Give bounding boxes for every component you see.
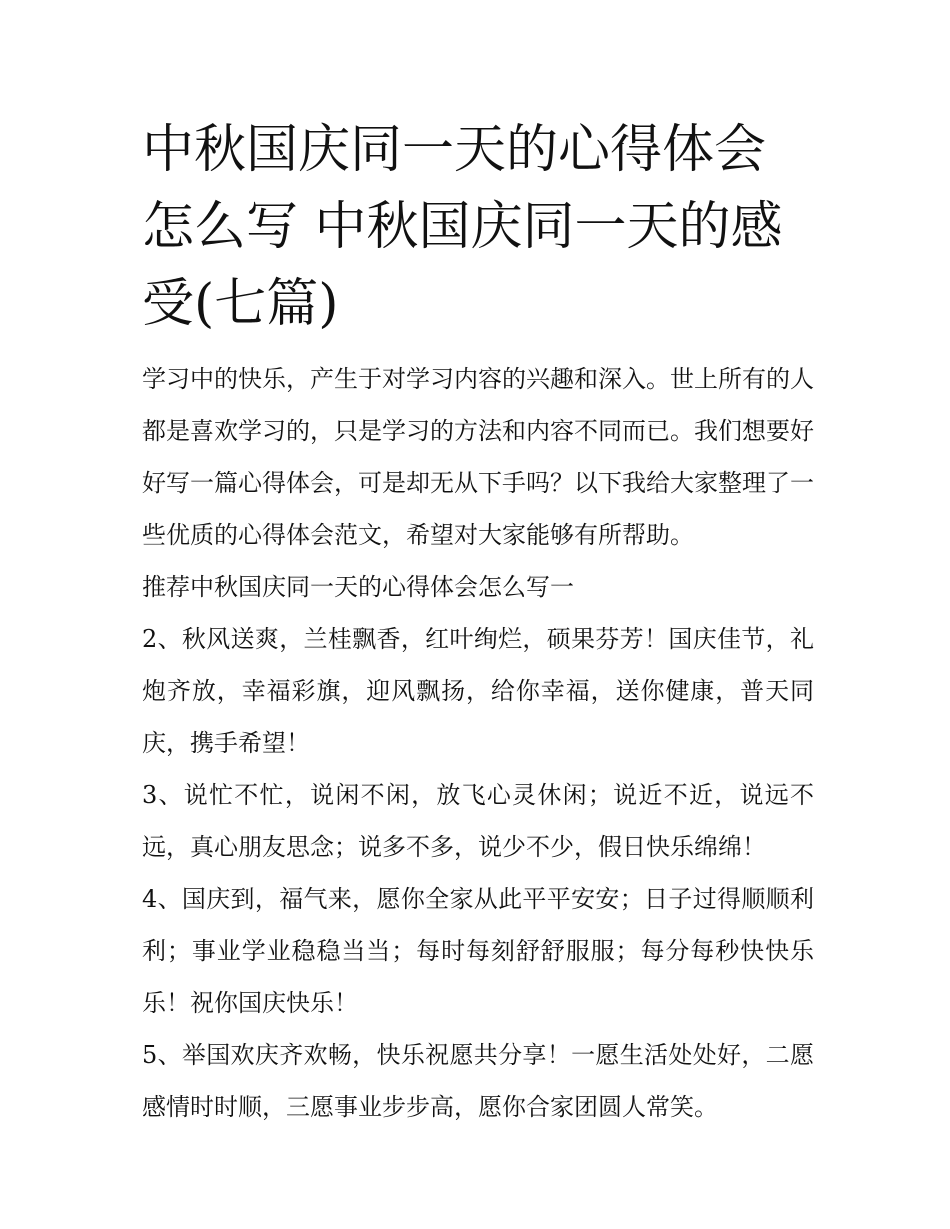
list-item: 2、秋风送爽，兰桂飘香，红叶绚烂，硕果芬芳！国庆佳节，礼炮齐放，幸福彩旗，迎风飘扬，给你幸福，送你健康，普天同庆，携手希望！ <box>142 625 814 757</box>
section-heading: 推荐中秋国庆同一天的心得体会怎么写一 <box>142 573 574 601</box>
list-item: 3、说忙不忙，说闲不闲，放飞心灵休闲；说近不近，说远不远，真心朋友思念；说多不多，说少不少，假日快乐绵绵！ <box>142 781 814 861</box>
intro-paragraph: 学习中的快乐，产生于对学习内容的兴趣和深入。世上所有的人都是喜欢学习的，只是学习的方法和内容不同而已。我们想要好好写一篇心得体会，可是却无从下手吗？以下我给大家整理了一些优质的心得体会范文，希望对大家能够有所帮助。 <box>142 365 814 549</box>
document-page <box>142 112 814 1133</box>
list-item: 4、国庆到，福气来，愿你全家从此平平安安；日子过得顺顺利利；事业学业稳稳当当；每时每刻舒舒服服；每分每秒快快乐乐！祝你国庆快乐！ <box>142 885 814 1017</box>
document-title: 中秋国庆同一天的心得体会怎么写 中秋国庆同一天的感受(七篇) <box>142 120 783 334</box>
list-item: 5、举国欢庆齐欢畅，快乐祝愿共分享！一愿生活处处好，二愿感情时时顺，三愿事业步步高，愿你合家团圆人常笑。 <box>142 1041 814 1121</box>
document-body <box>142 353 814 1133</box>
